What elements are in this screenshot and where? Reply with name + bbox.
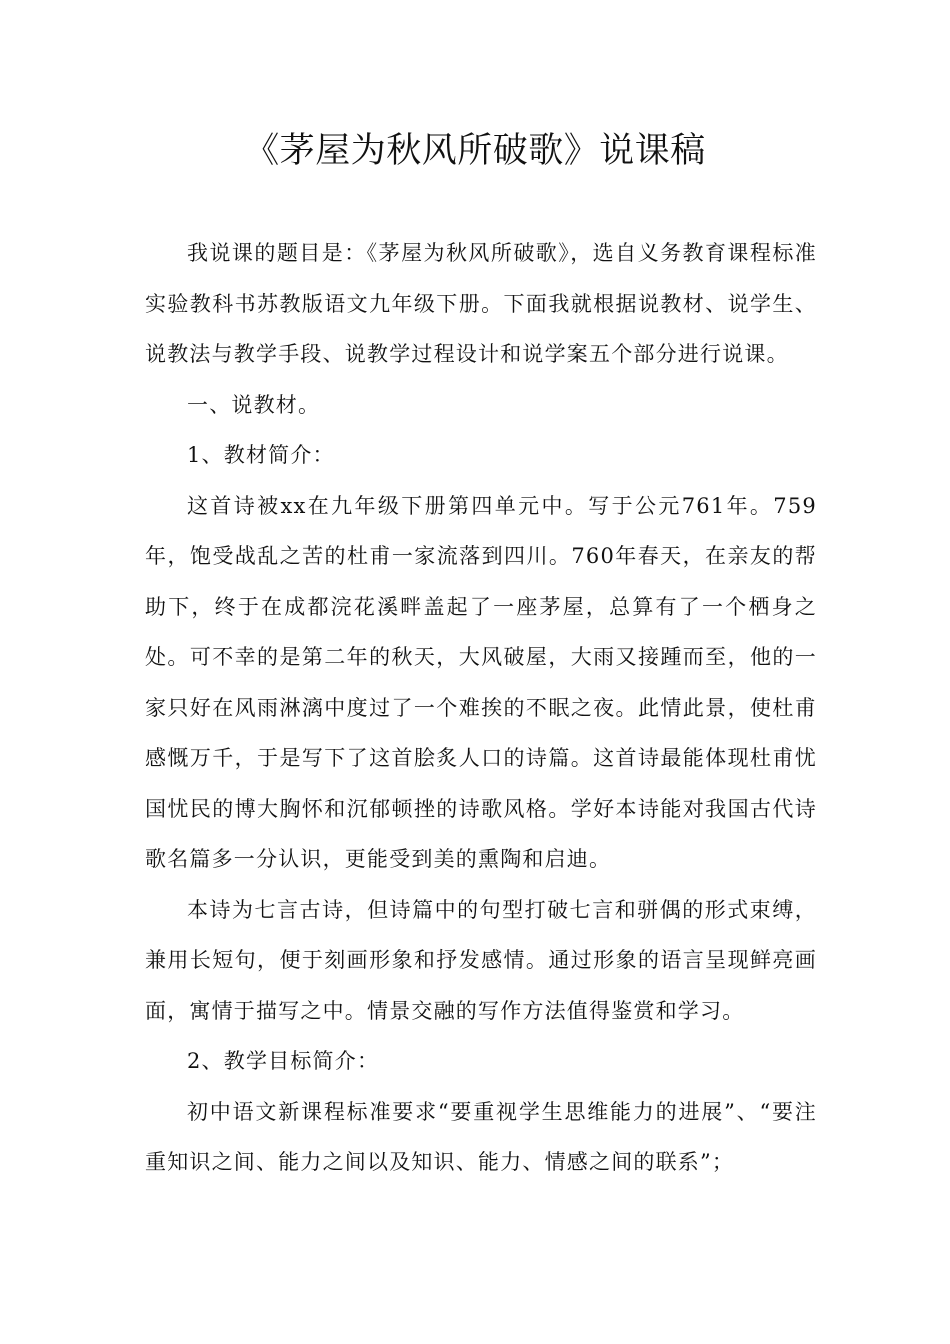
heading-textbook-intro: 1、教材简介：	[187, 443, 335, 467]
heading-section-one: 一、说教材。	[187, 392, 321, 417]
paragraph-curriculum-standard: 初中语文新课程标准要求“要重视学生思维能力的进展”、“要注重知识之间、能力之间以及知识、能力、情感之间的联系”；	[145, 1099, 817, 1174]
paragraph-textbook-intro: 这首诗被xx在九年级下册第四单元中。写于公元761年。759年，饱受战乱之苦的杜甫一家流落到四川。760年春天，在亲友的帮助下，终于在成都浣花溪畔盖起了一座茅屋，总算有了一个栖身之处。可不幸的是第二年的秋天，大风破屋，大雨又接踵而至，他的一家只好在风雨淋漓中度过了一个难挨的不眠之夜。此情此景，使杜甫感慨万千，于是写下了这首脍炙人口的诗篇。这首诗最能体现杜甫忧国忧民的博大胸怀和沉郁顿挫的诗歌风格。学好本诗能对我国古代诗歌名篇多一分认识，更能受到美的熏陶和启迪。	[145, 493, 817, 871]
document-body	[145, 228, 817, 1188]
paragraph-poem-form: 本诗为七言古诗，但诗篇中的句型打破七言和骈偶的形式束缚，兼用长短句，便于刻画形象和抒发感情。通过形象的语言呈现鲜亮画面，寓情于描写之中。情景交融的写作方法值得鉴赏和学习。	[145, 897, 817, 1023]
document-title: 《茅屋为秋风所破歌》说课稿	[244, 131, 706, 171]
heading-teaching-goals: 2、教学目标简介：	[187, 1049, 380, 1073]
paragraph-intro: 我说课的题目是：《茅屋为秋风所破歌》，选自义务教育课程标准实验教科书苏教版语文九年级下册。下面我就根据说教材、说学生、说教法与教学手段、说教学过程设计和说学案五个部分进行说课。	[145, 241, 817, 366]
